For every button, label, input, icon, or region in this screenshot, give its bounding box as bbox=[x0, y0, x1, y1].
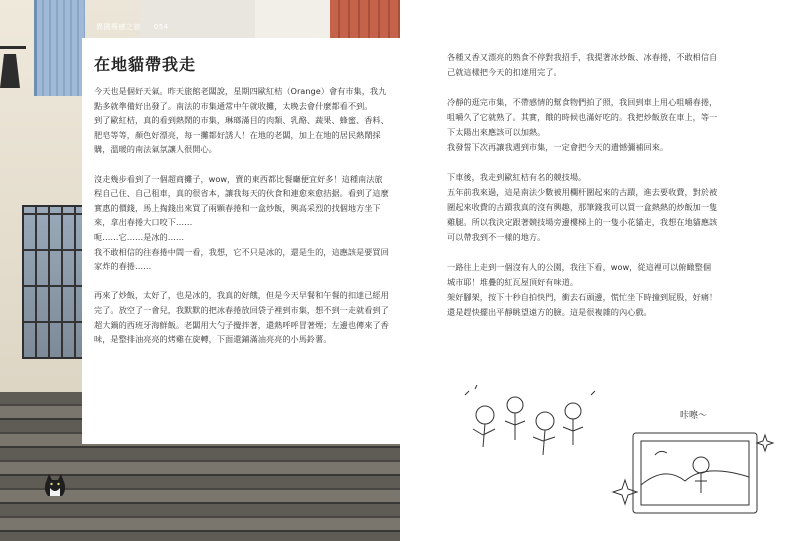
paragraph: 我發誓下次再讓我遇到市集，一定會把今天的遺憾彌補回來。 bbox=[447, 142, 669, 152]
running-header bbox=[96, 22, 179, 32]
doodle-frame-icon bbox=[633, 433, 757, 513]
doodle-caption: 咔嚓～ bbox=[680, 411, 708, 421]
paragraph: 各種又香又漂亮的熟食不停對我招手，我提著冰炒飯、冰春捲，不敢相信自己就這樣把今天的扣達用完了。 bbox=[447, 52, 718, 77]
doodle-figures-icon bbox=[465, 385, 595, 455]
paragraph: 架好腳架，按下十秒自拍快門，衝去石頭邊，慌忙坐下時撞到屁股，好痛！還是趕快擺出平靜眺望遠方的臉。這是很複雜的內心戲。 bbox=[447, 292, 718, 317]
street-lamp-arm bbox=[0, 46, 26, 49]
paragraph: 沒走幾步看到了一個超商攤子，wow，賣的東西都比餐廳便宜好多！這種南法旅程自己住、自己租車，真的很省本，讓我每天的伙食和連愈來愈拮据。看到了這麼實惠的價錢，馬上掏錢出來買了兩顆春捲和一盒炒飯，興高采烈的找個地方坐下來，拿出春捲大口咬下…… bbox=[94, 173, 389, 228]
paragraph: 到了歐紅桔，真的看到熱鬧的市集，琳瑯滿目的肉類、乳酪、蔬果、蜂蜜、香料、肥皂等等，顏色好漂亮，每一攤都好誘人！在地的老闆，加上在地的居民熱鬧採購，溫暖的南法氣氛讓人很開心。 bbox=[94, 115, 389, 155]
sparkle-icon bbox=[757, 435, 773, 451]
right-body bbox=[447, 50, 719, 320]
paragraph: 我不敢相信的往春捲中間一看，我想，它不只是冰的，還是生的，這應該是要買回家炸的春捲…… bbox=[94, 246, 389, 272]
blue-shutter bbox=[34, 0, 85, 96]
section-label: 異國療癒之旅 bbox=[96, 23, 141, 31]
paragraph: 下車後，我走到歐紅桔有名的競技場。 bbox=[447, 172, 587, 182]
tiled-roof bbox=[330, 0, 400, 38]
doodle-illustration bbox=[455, 385, 785, 525]
paragraph: 再來了炒飯，太好了，也是冰的，我真的好餓，但是今天早餐和午餐的扣達已經用完了。放空了一會兒，我默默的把冰春捲放回袋子裡到市集，想不到一走就看到了超大鍋的西班牙海鮮飯。老闆用大勺子攪拌著，還熱呼呼冒著煙；左邊也傳來了香味，是整排油亮亮的烤雞在旋轉，下面還鋪滿油亮亮的小馬鈴薯。 bbox=[94, 290, 389, 345]
paragraph: 今天也是個好天氣。昨天旅館老闆說，星期四歐紅桔（Orange）會有市集，我九點多就準備好出發了。南法的市集通常中午就收攤，太晚去會什麼都看不到。 bbox=[94, 86, 387, 111]
paragraph: 呃……它……是冰的…… bbox=[94, 231, 185, 242]
page-title: 在地貓帶我走 bbox=[94, 55, 197, 74]
window-grill bbox=[22, 205, 88, 359]
paragraph: 五年前我來過，這是南法少數被用欄杆圍起來的古蹟，進去要收費，對於被圍起來收費的古蹟我真的沒有興趣，那筆錢我可以買一盒熱熱的炒飯加一隻雞腿。所以我決定跟著競技場旁邊樓梯上的一隻小花貓走，我想在地貓應該可以帶我到不一樣的地方。 bbox=[447, 187, 718, 242]
left-body bbox=[94, 84, 390, 347]
page-number: 054 bbox=[153, 23, 169, 31]
paragraph: 一路往上走到一個沒有人的公園，我往下看，wow，從這裡可以俯瞰整個城市耶！堆疊的紅瓦屋頂好有味道。 bbox=[447, 262, 712, 287]
paragraph: 冷靜的逛完市集，不帶感情的幫食物們拍了照，我回到車上用心咀嚼春捲，咀嚼久了它就熟了。其實，餓的時候也滿好吃的。我把炒飯放在車上，等一下太陽出來應該可以加熱。 bbox=[447, 97, 718, 137]
cat-icon bbox=[40, 470, 70, 500]
sky bbox=[140, 0, 255, 38]
text-panel bbox=[82, 38, 400, 444]
